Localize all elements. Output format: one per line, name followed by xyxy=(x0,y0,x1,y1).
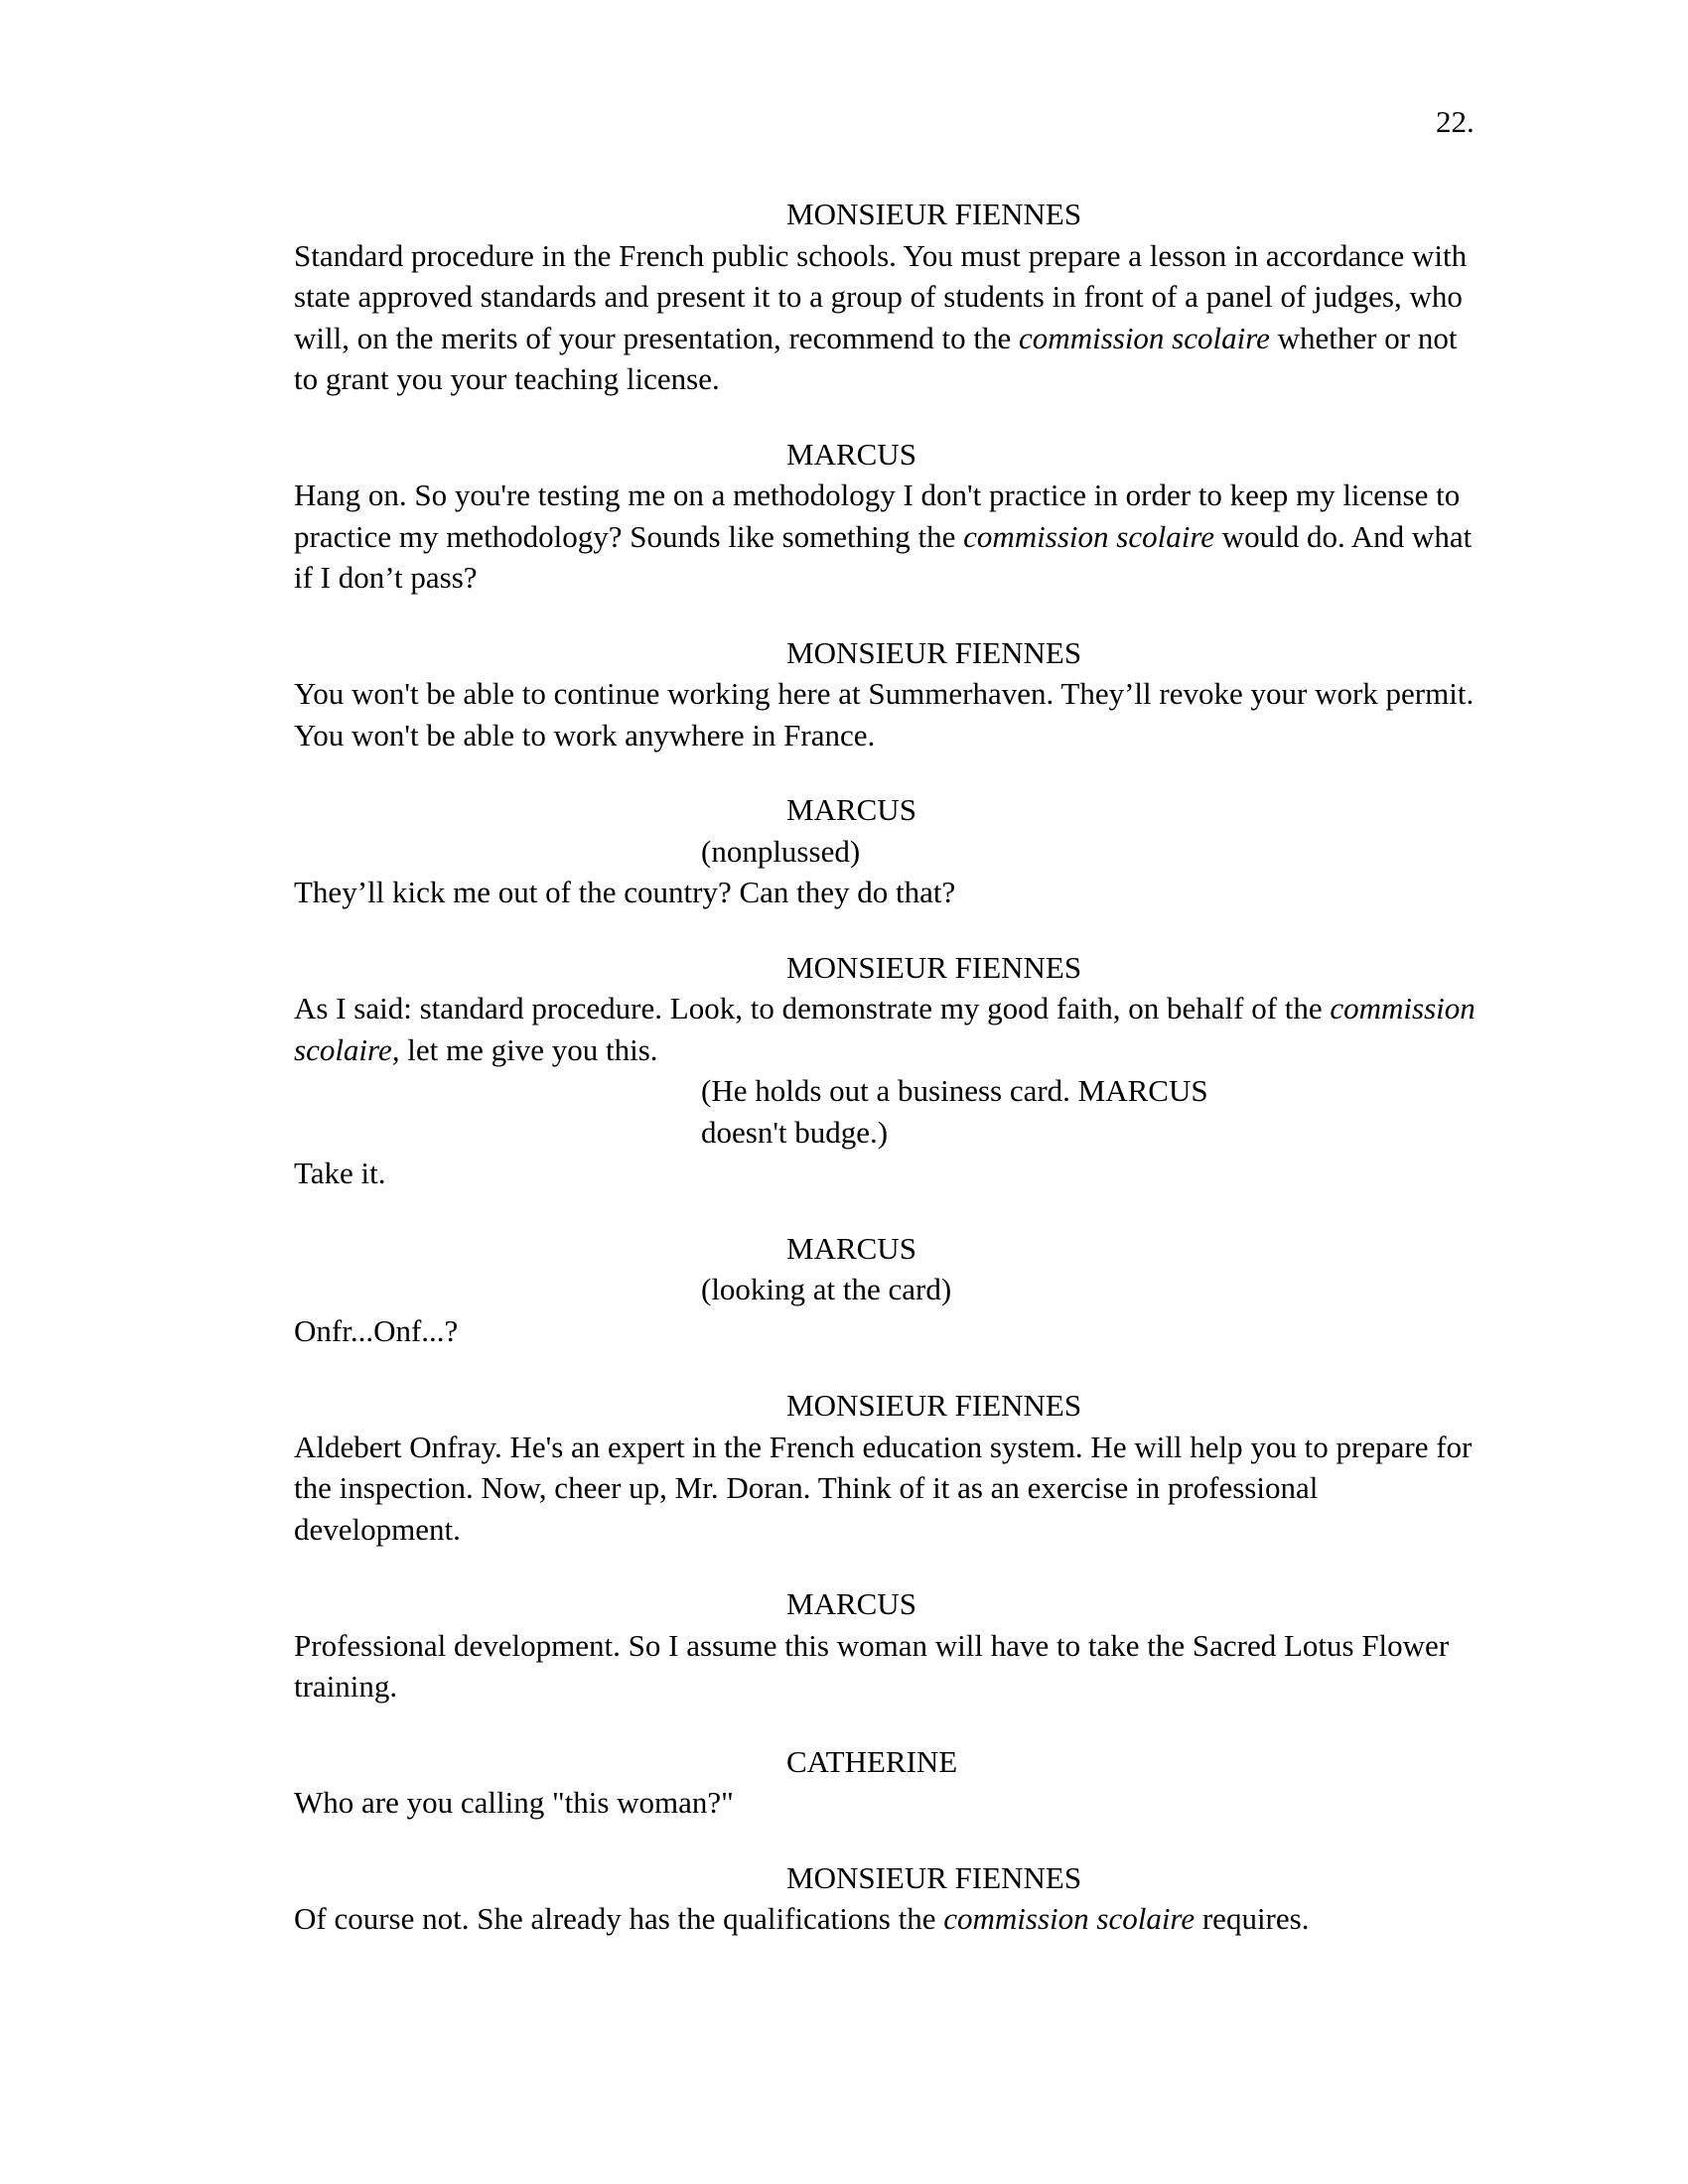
dialogue-text xyxy=(294,1310,1485,1352)
dialogue-text xyxy=(294,235,1485,400)
dialogue-segment: Hang on. So you're testing me on a methodology I don't practice in order to keep my license to practice my methodology? Sounds like something the xyxy=(294,478,1461,554)
dialogue-block xyxy=(294,1741,1505,1824)
dialogue-text xyxy=(294,988,1485,1070)
dialogue-block xyxy=(294,1583,1505,1707)
character-name: CATHERINE xyxy=(786,1743,958,1779)
script-body xyxy=(294,194,1505,1974)
dialogue-text xyxy=(294,872,1485,913)
character-name: MONSIEUR FIENNES xyxy=(786,197,1082,231)
dialogue-block xyxy=(294,947,1505,1194)
page-number: 22. xyxy=(1436,104,1475,139)
dialogue-text xyxy=(294,673,1485,755)
dialogue-block xyxy=(294,1228,1505,1352)
dialogue-segment: Onfr...Onf...? xyxy=(294,1312,459,1348)
stage-direction: (He holds out a business card. MARCUS doesn't budge.) xyxy=(701,1073,1208,1150)
dialogue-text xyxy=(294,1782,1485,1824)
dialogue-block xyxy=(294,632,1505,756)
dialogue-segment: Take it. xyxy=(294,1156,386,1190)
dialogue-segment: Professional development. So I assume this woman will have to take the Sacred Lotus Flower training. xyxy=(294,1627,1450,1704)
dialogue-block xyxy=(294,1857,1505,1940)
dialogue-block xyxy=(294,789,1505,913)
dialogue-segment: Aldebert Onfray. He's an expert in the French education system. He will help you to prepare for the inspection. Now, cheer up, Mr. Doran. Think of it as an exercise in professional development. xyxy=(294,1429,1473,1547)
dialogue-segment: let me give you this. xyxy=(399,1031,658,1067)
dialogue-segment: would do. And what if I don’t pass? xyxy=(294,518,1473,595)
dialogue-segment: They’ll kick me out of the country? Can they do that? xyxy=(294,875,956,909)
dialogue-text xyxy=(294,1898,1485,1940)
dialogue-text xyxy=(294,1153,1485,1194)
character-name: MARCUS xyxy=(786,1230,916,1266)
italic-term: commission scolaire xyxy=(1019,320,1270,355)
character-name: MONSIEUR FIENNES xyxy=(786,1388,1082,1423)
italic-term: commission scolaire, xyxy=(294,991,1476,1067)
dialogue-text xyxy=(294,475,1485,599)
dialogue-segment: Standard procedure in the French public schools. You must prepare a lesson in accordance with state approved standards and present it to a group of students in front of a panel of judges, who will, on the merits of your presentation, recommend to the xyxy=(294,237,1468,355)
dialogue-block xyxy=(294,194,1505,400)
dialogue-segment: As I said: standard procedure. Look, to demonstrate my good faith, on behalf of the xyxy=(294,991,1331,1025)
character-name: MARCUS xyxy=(786,436,916,472)
character-name: MARCUS xyxy=(786,792,916,827)
character-name: MONSIEUR FIENNES xyxy=(786,1859,1082,1895)
dialogue-text xyxy=(294,1625,1485,1707)
dialogue-text xyxy=(294,1427,1485,1551)
dialogue-block xyxy=(294,1385,1505,1550)
dialogue-segment: requires. xyxy=(1195,1901,1310,1936)
character-name: MARCUS xyxy=(786,1586,916,1621)
dialogue-segment: You won't be able to continue working here at Summerhaven. They’ll revoke your work permit. You won't be able to work anywhere in France. xyxy=(294,676,1475,752)
dialogue-segment: whether or not to grant you your teaching license. xyxy=(294,320,1458,396)
character-name: MONSIEUR FIENNES xyxy=(786,949,1082,985)
parenthetical: (nonplussed) xyxy=(701,833,861,869)
italic-term: commission scolaire xyxy=(943,1901,1196,1936)
dialogue-segment: Of course not. She already has the qualifications the xyxy=(294,1901,944,1936)
italic-term: commission scolaire xyxy=(963,518,1214,554)
dialogue-block xyxy=(294,434,1505,599)
character-name: MONSIEUR FIENNES xyxy=(786,634,1082,670)
parenthetical: (looking at the card) xyxy=(701,1272,952,1306)
dialogue-segment: Who are you calling "this woman?" xyxy=(294,1785,734,1820)
